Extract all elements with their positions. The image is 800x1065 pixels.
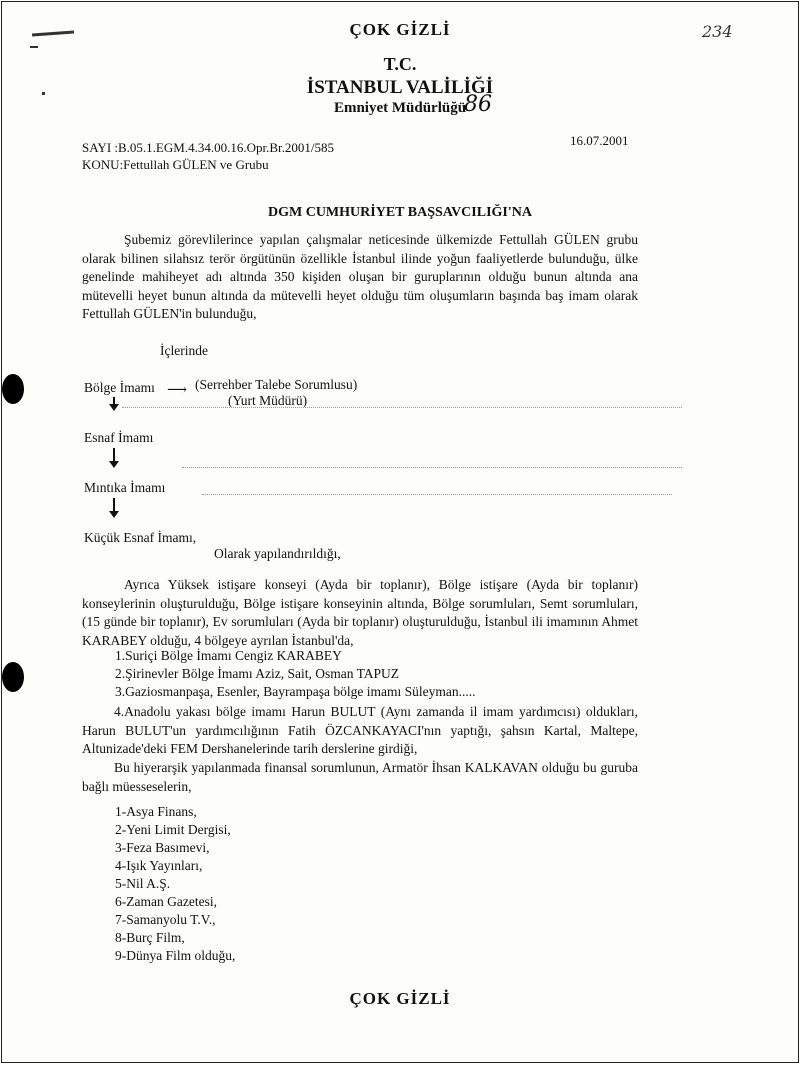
institution-item: 6-Zaman Gazetesi,: [115, 894, 217, 909]
header-line-3: Emniyet Müdürlüğü: [333, 100, 467, 116]
region-item: 1.Suriçi Bölge İmamı Cengiz KARABEY: [115, 648, 342, 663]
institution-item: 5-Nil A.Ş.: [115, 876, 171, 891]
handwritten-number: 86: [464, 92, 492, 117]
document-page: [1, 1, 799, 1063]
right-arrow-icon: ⟶: [167, 383, 188, 398]
paragraph-3: 4.Anadolu yakası bölge imamı Harun BULUT (Aynı zamanda il imam yardımcısı) oldukları, Harun BULUT'un yardımcılığının Fatih ÖZCANKAYACI'nın yaptığı, şahsın Kartal, Maltepe, Altunizade'deki FEM Dershanelerinde tarih derslerine girdiği,: [82, 704, 638, 756]
region-item: 2.Şirinevler Bölge İmamı Aziz, Sait, Osman TAPUZ: [115, 666, 400, 681]
institution-item: 9-Dünya Film olduğu,: [115, 948, 236, 963]
corner-note: 234: [702, 22, 733, 41]
institution-item: 7-Samanyolu T.V.,: [115, 912, 216, 927]
hierarchy-level-1: Bölge İmamı: [84, 380, 155, 395]
ruled-line: [122, 407, 682, 408]
header-line-2: İSTANBUL VALİLİĞİ: [306, 77, 494, 98]
institution-list: [115, 803, 235, 965]
down-arrow-icon: [113, 397, 115, 405]
classification-top: ÇOK GİZLİ: [349, 20, 451, 39]
hierarchy-conclusion: Olarak yapılandırıldığı,: [214, 546, 341, 561]
hierarchy-intro: İçlerinde: [160, 343, 208, 358]
institution-item: 2-Yeni Limit Dergisi,: [115, 822, 231, 837]
hierarchy-level-1-alias: (Serrehber Talebe Sorumlusu): [195, 377, 358, 392]
punch-hole: [2, 662, 24, 692]
down-arrow-icon: [113, 498, 115, 512]
region-item: 3.Gaziosmanpaşa, Esenler, Bayrampaşa bölge imamı Süleyman.....: [115, 684, 476, 699]
hierarchy-level-2: Esnaf İmamı: [84, 430, 154, 445]
hierarchy-level-1-alias-2: (Yurt Müdürü): [228, 393, 308, 408]
document-date: 16.07.2001: [570, 133, 629, 148]
classification-bottom: ÇOK GİZLİ: [349, 989, 451, 1008]
paragraph-2: Ayrıca Yüksek istişare konseyi (Ayda bir toplanır), Bölge istişare (Ayda bir toplanır) konseylerinin oluşturulduğu, Bölge istişare konseyinin altında, Bölge sorumluları, Semt sorumluları, (15 günde bir toplanır), Ev sorumluları (Ayda bir toplanır) oluşturulduğu, İstanbul ili imamının Ahmet KARABEY olduğu, 4 bölgeye ayrılan İstanbul'da,: [82, 577, 638, 648]
institution-item: 3-Feza Basımevi,: [115, 840, 210, 855]
hierarchy-level-3: Mıntıka İmamı: [84, 480, 166, 495]
institution-item: 4-Işık Yayınları,: [115, 858, 203, 873]
subject-line: KONU:Fettullah GÜLEN ve Grubu: [82, 157, 269, 172]
down-arrow-icon: [113, 448, 115, 462]
institution-item: 1-Asya Finans,: [115, 804, 197, 819]
hierarchy-level-4: Küçük Esnaf İmamı,: [84, 530, 197, 545]
ruled-line: [202, 494, 672, 495]
punch-hole: [2, 374, 24, 404]
reference-number: SAYI :B.05.1.EGM.4.34.00.16.Opr.Br.2001/585: [82, 140, 334, 155]
header-line-1: T.C.: [383, 54, 417, 74]
ruled-line: [182, 467, 682, 468]
paragraph-1: Şubemiz görevlilerince yapılan çalışmalar neticesinde ülkemizde Fettullah GÜLEN grubu olarak bilinen silahsız terör örgütünün özellikle İstanbul ilinde yoğun faaliyetlerde bulunduğu, ülke genelinde mahiheyet adı altında 350 kişiden oluşan bir guruplarının olduğu bunun altında ana mütevelli heyet bunun altında da mütevelli heyet olduğu tüm oluşumların başında baş imam olarak Fettullah GÜLEN'in bulunduğu,: [82, 232, 638, 321]
addressee-title: DGM CUMHURİYET BAŞSAVCILIĞI'NA: [268, 205, 532, 220]
institution-item: 8-Burç Film,: [115, 930, 185, 945]
paragraph-4: Bu hiyerarşik yapılanmada finansal sorumlunun, Armatör İhsan KALKAVAN olduğu bu guruba bağlı müesseselerin,: [82, 760, 638, 794]
scan-mark: [30, 46, 38, 48]
